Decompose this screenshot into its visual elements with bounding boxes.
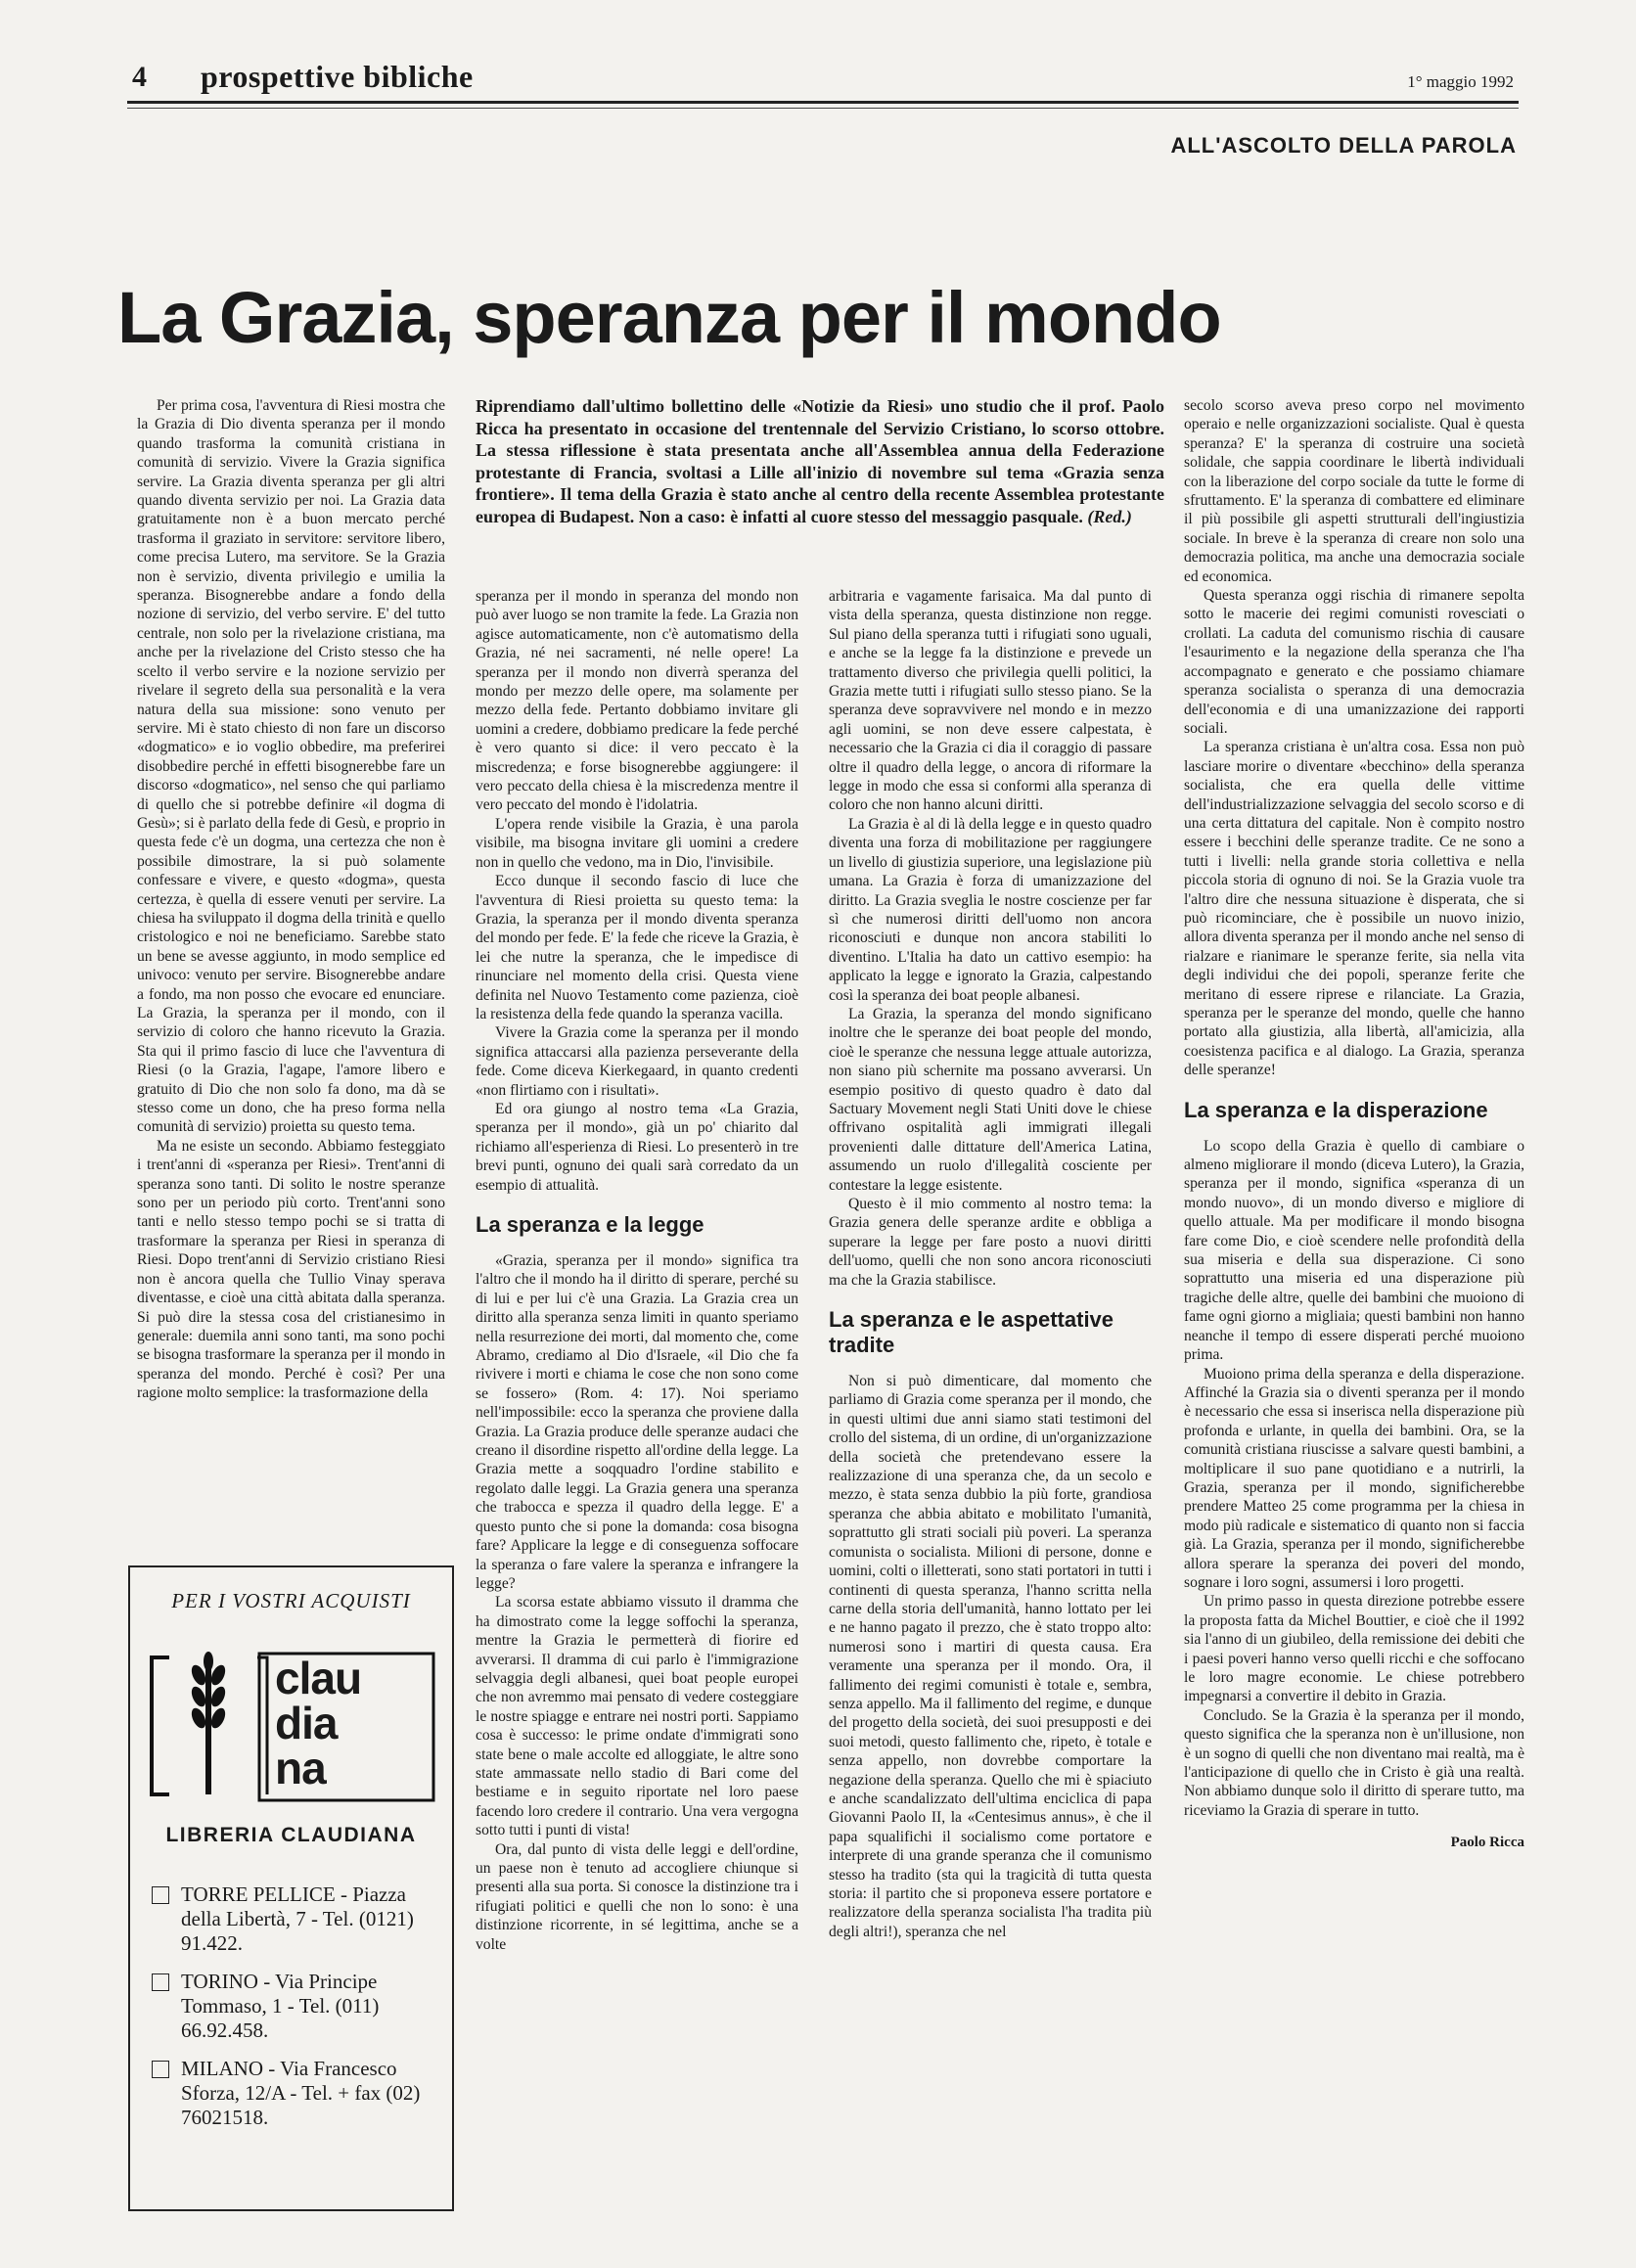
store-address: TORRE PELLICE - Piazza della Libertà, 7 - Tel. (0121) 91.422. <box>181 1882 414 1955</box>
store-location <box>152 2057 438 2130</box>
section-heading: La speranza e la legge <box>476 1212 704 1237</box>
paragraph: La Grazia è al di là della legge e in questo quadro diventa una forza di mobilitazione per raggiungere un livello di giustizia superiore, una legislazione più umana. La Grazia è forza di umanizzazione del diritto. La Grazia sveglia le nostre coscienze per far sì che numerosi diritti dell'uomo non ancora riconosciuti e dunque non ancora stabiliti lo diventino. L'Italia ha dato un cattivo esempio: ha applicato la legge e ignorato la Grazia, calpestando così la speranza dei boat people albanesi. <box>829 815 1152 1004</box>
checkbox-square-icon <box>152 2061 169 2078</box>
paragraph: La speranza cristiana è un'altra cosa. Essa non può lasciare morire o diventare «becchino» della speranza socialista, che era quella delle vittime dell'industrializzazione selvaggia del secolo scorso e di una certa dittatura del capitale. Non è compito nostro essere i becchini delle speranze tradite. Ce ne sono a tutti i livelli: nella grande storia collettiva e nella piccola storia di ognuno di noi. Se la Grazia vuole tra l'altro dire che nessuna situazione è disperata, che si può ricominciare, che è possibile un nuovo inizio, allora diventa speranza per il mondo anche nel senso di rialzare e rianimare le speranze ferite, sia nella vita degli individui che dei popoli, speranze ferite che meritano di essere riprese e rilanciate. La Grazia, speranza per le speranze del mondo, quelle che hanno portato alla giustizia, alla libertà, all'amicizia, alla coesistenza pacifica e al dialogo. La Grazia, speranza delle speranze! <box>1184 739 1524 1079</box>
article-lead <box>476 395 1164 528</box>
lead-text: Riprendiamo dall'ultimo bollettino delle «Notizie da Riesi» uno studio che il prof. Paolo Ricca ha presentato in occasione del trentennale del Servizio Cristiano, lo scorso ottobre. La stessa riflessione è stata presentata anche all'Assemblea annua della Federazione protestante di Francia, svoltasi a Lille all'inizio di novembre sul tema «Grazia senza frontiere». Il tema della Grazia è stato anche al centro della recente Assemblea protestante europea di Budapest. Non a caso: è infatti al cuore stesso del messaggio pasquale. <box>476 396 1164 526</box>
paragraph: Concludo. Se la Grazia è la speranza per il mondo, questo significa che la speranza non è un'illusione, non è un sogno di quelli che non diventano mai realtà, ma è l'anticipazione di quello che in Cristo è già una realtà. Non abbiamo dunque solo il diritto di sperare tutto, ma riceviamo la Grazia di sperare in tutto. <box>1184 1706 1524 1819</box>
paragraph: Non si può dimenticare, dal momento che parliamo di Grazia come speranza per il mondo, che in questi ultimi due anni siamo stati testimoni del crollo del sistema, di un ordine, di un'organizzazione della società che pretendevano essere la realizzazione di una speranza che, da un secolo e mezzo, è stata senza dubbio la più forte, grandiosa speranza che abbia abitato e mobilitato l'umanità, soprattutto gli strati sociali più poveri. La speranza comunista o socialista. Milioni di persone, donne e uomini, colti o illetterati, sono stati portatori in tutti i continenti di questa speranza, l'hanno scritta nella carne della storia dell'umanità, hanno lottato per lei e ne hanno pagato il prezzo, che è stato troppo alto: numerosi sono i martiri di questa causa. Era veramente una speranza per il mondo. Ora, il fallimento dei regimi comunisti è totale e, sembra, senza appello. Ma il fallimento del regime, e dunque del progetto della società, dei suoi presupposti e dei suoi metodi, questo fallimento che, ripeto, è totale e senza appello, non dovrebbe comportare la negazione della speranza. Quello che mi è spiaciuto e anche scandalizzato dell'ultima enciclica di papa Giovanni Paolo II, la «Centesimus annus», è che il papa squalifichi il socialismo come portatore e interprete di una grande speranza che il comunismo stesso ha tradito (sta qui la tragicità di tutta questa storia: il partito che si proponeva essere portatore e realizzatore della speranza socialista l'ha tradita più degli altri!), speranza che nel <box>829 1373 1152 1940</box>
logo-line: clau <box>275 1653 362 1703</box>
paragraph: Lo scopo della Grazia è quello di cambiare o almeno migliorare il mondo (diceva Lutero), la Grazia, speranza per il mondo, significa «speranza di un mondo nuovo», di un mondo diverso e migliore di quello attuale. Ma per modificare il mondo bisogna fare come Dio, e cioè scendere nelle profondità della sua miseria e della sua disperazione. Ci sono soprattutto una miseria ed una disperazione più tragiche delle altre, quelle dei bambini che muoiono di fame ogni giorno a migliaia; questi bambini non hanno neanche il tempo di essere disperati perché muoiono prima. <box>1184 1137 1524 1364</box>
paragraph: secolo scorso aveva preso corpo nel movimento operaio e nelle organizzazioni socialiste. Qual è questa speranza? E' la speranza di costruire una società solidale, che sappia coordinare le libertà individuali con la liberazione del corpo sociale da tutte le forme di sfruttamento. E' la speranza di combattere ed eliminare il più possibile gli aspetti strutturali dell'ingiustizia sociale. In breve è la speranza di creare non solo una democrazia politica, ma anche una democrazia sociale ed economica. <box>1184 397 1524 585</box>
paragraph: Questo è il mio commento al nostro tema: la Grazia genera delle speranze ardite e obbliga a superare la legge per fare posto a nuovi diritti dell'uomo, quelli che non sono ancora riconosciuti ma che la Grazia stabilisce. <box>829 1196 1152 1289</box>
ad-heading: PER I VOSTRI ACQUISTI <box>171 1589 411 1612</box>
author-signature: Paolo Ricca <box>1450 1835 1524 1851</box>
bookstore-advertisement <box>128 1565 454 2211</box>
paragraph: Vivere la Grazia come la speranza per il mondo significa attaccarsi alla pazienza perseverante della fede. Come diceva Kierkegaard, in quanto credenti «non flirtiamo con i risultati». <box>476 1024 798 1099</box>
article-column-4 <box>1184 396 1524 1853</box>
article-headline: La Grazia, speranza per il mondo <box>117 277 1221 358</box>
paragraph: «Grazia, speranza per il mondo» significa tra l'altro che il mondo ha il diritto di sperare, perché su di lui e per lui c'è una Grazia. La Grazia crea un diritto alla speranza senza limiti in quanto speriamo nella resurrezione dei morti, dal momento che, come Abramo, crediamo al Dio d'Israele, «il Dio che fa rivivere i morti e chiama le cose che non sono come se fossero» (Rom. 4: 17). Noi speriamo nell'impossibile: ecco la speranza che proviene dalla Grazia. La Grazia produce delle speranze audaci che creano il disordine rispetto all'ordine della legge. La Grazia mette a soqquadro l'ordine stabilito e regolato dalle leggi. La Grazia genera una speranza che trabocca e spezza il quadro della legge. E' a questo punto che si pone la domanda: cosa bisogna fare? Applicare la legge e di conseguenza soffocare la speranza o fare valere la speranza e infrangere la legge? <box>476 1252 798 1592</box>
paragraph: Questa speranza oggi rischia di rimanere sepolta sotto le macerie dei regimi comunisti rovesciati o crollati. La caduta del comunismo rischia di causare l'esaurimento e la negazione della speranza che l'ha accompagnato e generato e che possiamo chiamare speranza socialista o speranza di una democrazia dell'economia e di una umanizzazione dei rapporti sociali. <box>1184 587 1524 737</box>
store-address: MILANO - Via Francesco Sforza, 12/A - Tel. + fax (02) 76021518. <box>181 2057 421 2129</box>
checkbox-square-icon <box>152 1973 169 1991</box>
store-locations <box>152 1882 438 2144</box>
section-heading: La speranza e la disperazione <box>1184 1097 1488 1122</box>
store-location <box>152 1970 438 2043</box>
store-address: TORINO - Via Principe Tommaso, 1 - Tel. (011) 66.92.458. <box>181 1970 380 2042</box>
paragraph: Ed ora giungo al nostro tema «La Grazia, speranza per il mondo», già un po' chiarito dal richiamo all'esperienza di Riesi. Lo presenterò in tre brevi punti, ognuno dei quali sarà corredato da un esempio di attualità. <box>476 1100 798 1194</box>
paragraph: La scorsa estate abbiamo vissuto il dramma che ha dimostrato come la legge soffochi la speranza, mentre la Grazia le permetterà di fiorire ed avverarsi. Il dramma di cui parlo è l'immigrazione selvaggia degli albanesi, quei boat people europei che non avremmo mai pensato di vedere costeggiare le nostre spiagge e entrare nei nostri porti. Sappiamo cosa è successo: le prime ondate d'immigrati sono state bene o male accolte ed alloggiate, le altre sono state ammassate nello stadio di Bari come del bestiame e in seguito riportate nel loro paese facendo loro credere il contrario. Una vera vergogna sotto tutti i punti di vista! <box>476 1594 798 1839</box>
lead-signature: (Red.) <box>1087 506 1132 526</box>
checkbox-square-icon <box>152 1886 169 1904</box>
paragraph: La Grazia, la speranza del mondo significano inoltre che le speranze dei boat people del mondo, cioè le speranze che nessuna legge attuale autorizza, non siano più schernite ma possano avverarsi. Un esempio positivo di questo quadro è dato dal Sactuary Movement negli Stati Uniti dove le chiese offrivano ospitalità agli immigrati illegali provenienti dalle dittature dell'America Latina, assumendo un ruolo d'illegalità cosciente per contestare la legge esistente. <box>829 1005 1152 1194</box>
paragraph: Muoiono prima della speranza e della disperazione. Affinché la Grazia sia o diventi speranza per il mondo è necessario che essa si inserisca nella disperazione più profonda e urlante, in quella dei bambini. Ora, se la comunità cristiana riuscisse a salvare questi bambini, a moltiplicare il suo pane quotidiano e a nutrirli, la Grazia, speranza per il mondo, significherebbe prendere Matteo 25 come programma per la chiesa in modo più radicale e sistematico di quanto non si faccia già. La Grazia, speranza per il mondo, significherebbe allora sperare la speranza dei poveri del mondo, sognare i loro sogni, assumersi i loro progetti. <box>1184 1365 1524 1591</box>
logo-line: na <box>275 1743 326 1793</box>
article-column-3 <box>829 587 1152 1941</box>
paragraph: Per prima cosa, l'avventura di Riesi mostra che la Grazia di Dio diventa speranza per il mondo quando trasforma la comunità cristiana in comunità di servizio. Vivere la Grazia significa servire. La Grazia diventa speranza per gli altri quando diventa servizio per noi. La Grazia data gratuitamente non è a buon mercato perché trasforma il graziato in servitore: servitore libero, come precisa Lutero, ma servitore. Se la Grazia non è servizio, diventa privilegio e umilia la speranza. Bisognerebbe andare a fondo della nozione di servizio, del verbo servire. E' del tutto centrale, non solo per la rivelazione cristiana, ma anche per la rivelazione del Cristo stesso che ha scelto il verbo servire e la nozione servizio per rivelare il segreto della sua personalità e la vera natura della sua missione: sono venuto per servire. Mi è stato chiesto di non fare un discorso «dogmatico» e io voglio obbedire, ma preferirei disobbedire perché in effetti bisognerebbe fare un discorso «dogmatico», nel senso che qui parliamo di quello che si potrebbe definire «il dogma di Gesù»; si è parlato della fede di Gesù, e proprio in questa fede c'è un dogma, una certezza che non è possibile dimostrare, la si può solamente confessare e vivere, e questo «dogma», questa certezza, è quella di essere venuti per servire. La chiesa ha sviluppato il dogma della trinità e quello cristologico e noi ne beneficiamo. Sarebbe stato un bene se avesse aggiunto, in modo semplice ed univoco: venuto per servire. Bisognerebbe andare a fondo, ma non posso che evocare ed enunciare. La Grazia, la speranza per il mondo, con il servizio di coloro che hanno ricevuto la Grazia. Sta qui il primo fascio di luce che l'avventura di Riesi (o la Grazia, l'agape, l'amore libero e gratuito di Dio che non solo fa dono, ma dà se stesso come un dono, che ha preso forma nella comunità di servizio) proietta su questo tema. <box>137 397 445 1136</box>
section-rubric: ALL'ASCOLTO DELLA PAROLA <box>1170 133 1517 158</box>
paragraph: L'opera rende visibile la Grazia, è una parola visibile, ma bisogna invitare gli uomini a credere non in quello che vedono, ma in Dio, l'invisibile. <box>476 815 798 871</box>
publication-title: prospettive bibliche <box>201 59 474 94</box>
paragraph: Un primo passo in questa direzione potrebbe essere la proposta fatta da Michel Bouttier, e cioè che il 1992 sia l'anno di un giubileo, della remissione dei debiti che i paesi poveri hanno verso quelli ricchi e che soffocano le loro magre economie. Le chiese potrebbero impegnarsi a convertire il debito in Grazia. <box>1184 1593 1524 1705</box>
paragraph: speranza per il mondo in speranza del mondo non può aver luogo se non tramite la fede. La Grazia non agisce automaticamente, non c'è automatismo della Grazia, né nei sacramenti, né nelle opere! La speranza per il mondo non diverrà speranza del mondo per mezzo delle opere, ma solamente per mezzo della fede. Pertanto dobbiamo invitare gli uomini a credere, dobbiamo predicare la fede perché è vero quanto si dice: il vero peccato è la miscredenza; e forse bisognerebbe aggiungere: il vero peccato della chiesa è la miscredenza mentre il vero peccato del mondo è l'idolatria. <box>476 588 798 814</box>
claudiana-logo <box>150 1648 436 1804</box>
page-number: 4 <box>132 61 147 93</box>
section-heading: La speranza e le aspettative tradite <box>829 1307 1114 1358</box>
issue-date: 1° maggio 1992 <box>1407 72 1514 91</box>
header-rule-thin <box>127 108 1519 109</box>
ad-brand-name: LIBRERIA CLAUDIANA <box>165 1824 417 1846</box>
store-location <box>152 1882 438 1956</box>
article-column-1 <box>137 396 445 1403</box>
paragraph: Ora, dal punto di vista delle leggi e dell'ordine, un paese non è tenuto ad accogliere chiunque si presenti alla sua porta. Si conosce la distinzione tra i rifugiati politici e quelli che non lo sono: è una distinzione ricorrente, in sé legittima, anche se a volte <box>476 1840 798 1953</box>
header-rule <box>127 101 1519 104</box>
paragraph: arbitraria e vagamente farisaica. Ma dal punto di vista della speranza, questa distinzione non regge. Sul piano della speranza tutti i rifugiati sono uguali, e anche se la legge fa la distinzione e prevede un trattamento diverso che privilegia quelli politici, la Grazia mette tutti i rifugiati sullo stesso piano. Se la speranza deve sopravvivere nel mondo e in mezzo agli uomini, se non deve essere calpestata, è necessario che la Grazia ci dia il coraggio di passare oltre il quadro della legge, o ancora di riformare la legge in modo che essa si conformi alla speranza di coloro che non hanno alcuni diritti. <box>829 588 1152 814</box>
article-column-2 <box>476 587 798 1954</box>
paragraph: Ma ne esiste un secondo. Abbiamo festeggiato i trent'anni di «speranza per Riesi». Trent'anni di speranza sono tanti. Di solito le nostre speranze sono per un periodo più corto. Trent'anni sono tanti e nello stesso tempo pochi se si tratta di trasformare la speranza per Riesi in speranza di Riesi. Dopo trent'anni di Servizio cristiano Riesi non è ancora quella che Tullio Vinay sperava diventasse, e cioè una città abitata dalla speranza. Si può dire la stessa cosa del cristianesimo in generale: duemila anni sono tanti, ma sono pochi se bisogna trasformare la speranza per il mondo in speranza del mondo. Perché è così? Per una ragione molto semplice: la trasformazione della <box>137 1137 445 1402</box>
logo-line: dia <box>275 1698 338 1748</box>
logo-wordmark <box>275 1653 362 1793</box>
paragraph: Ecco dunque il secondo fascio di luce che l'avventura di Riesi proietta su questo tema: la Grazia, la speranza per il mondo diventa speranza del mondo per fede. E' la fede che riceve la Grazia, è lei che nutre la speranza, che le impedisce di rinunciare nel momento della crisi. Questa viene definita nel Nuovo Testamento come pazienza, cioè la resistenza della fede quando la speranza vacilla. <box>476 873 798 1022</box>
